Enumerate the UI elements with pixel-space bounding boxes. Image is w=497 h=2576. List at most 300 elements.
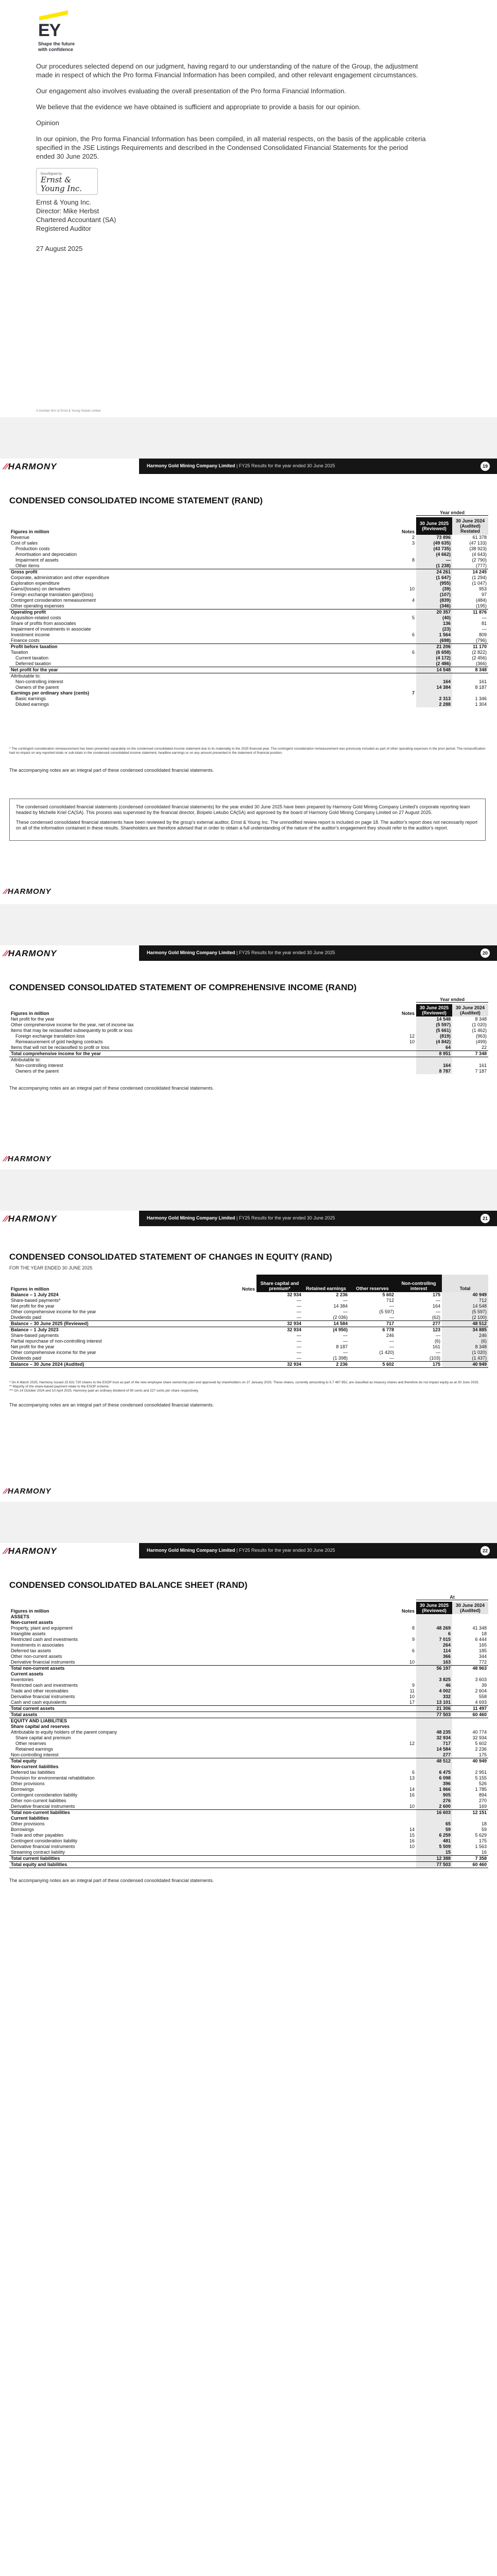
cell-prev: 59 bbox=[481, 1827, 487, 1832]
cell-cur: 6 bbox=[416, 1631, 452, 1637]
cell-label: Attributable to: bbox=[11, 1057, 41, 1062]
table-row bbox=[9, 679, 488, 685]
cell-value: 277 bbox=[396, 1321, 442, 1327]
cell-note bbox=[396, 1057, 416, 1063]
cell-label: Total current liabilities bbox=[9, 1856, 396, 1862]
cell-note bbox=[396, 644, 416, 650]
cell-prev: 18 bbox=[481, 1631, 487, 1636]
cell-cur: 20 357 bbox=[416, 609, 452, 616]
cell-value: 32 934 bbox=[256, 1362, 303, 1368]
cell-prev: 1 785 bbox=[475, 1787, 487, 1792]
cell-label: Total equity and liabilities bbox=[9, 1862, 396, 1868]
cell-cur: 366 bbox=[416, 1654, 452, 1659]
cell-note: 8 bbox=[412, 1625, 415, 1631]
cell-value: — bbox=[343, 1350, 348, 1355]
table-row bbox=[9, 685, 488, 690]
cell-label: Other non-current assets bbox=[11, 1654, 62, 1659]
table-row bbox=[9, 1051, 488, 1057]
table-row bbox=[9, 1362, 488, 1368]
header-text: Harmony Gold Mining Company Limited | FY25 Results for the year ended 30 June 2025 bbox=[147, 1548, 335, 1553]
cell-note bbox=[396, 1821, 416, 1827]
table-row bbox=[9, 1333, 488, 1338]
cell-label: Dividends paid bbox=[11, 1315, 42, 1320]
cell-note: 7 bbox=[412, 690, 415, 696]
cell-cur: (107) bbox=[416, 592, 452, 598]
cell-value: — bbox=[436, 1309, 440, 1314]
cell-cur: 114 bbox=[416, 1648, 452, 1654]
cell-prev: 11 170 bbox=[452, 644, 488, 650]
cell-prev: 558 bbox=[478, 1694, 487, 1699]
cell-prev: 894 bbox=[478, 1792, 487, 1798]
header-text: Harmony Gold Mining Company Limited | FY25 Results for the year ended 30 June 2025 bbox=[147, 463, 335, 468]
cell-prev: 175 bbox=[478, 1752, 487, 1757]
cell-note bbox=[396, 1862, 416, 1868]
cell-value: — bbox=[389, 1338, 394, 1344]
cell-label: Owners of the parent bbox=[15, 1069, 59, 1074]
table-row bbox=[9, 1804, 488, 1810]
cell-prev bbox=[452, 1671, 488, 1677]
cell-cur: 59 bbox=[416, 1827, 452, 1833]
cell-value: 123 bbox=[432, 1327, 440, 1332]
cell-label: Non-controlling interest bbox=[15, 679, 63, 684]
table-row bbox=[9, 1770, 488, 1775]
cell-note bbox=[396, 575, 416, 581]
cell-value: — bbox=[436, 1333, 440, 1338]
table-row bbox=[9, 1022, 488, 1028]
cell-prev: 7 358 bbox=[452, 1856, 488, 1862]
cell-cur: (955) bbox=[416, 581, 452, 586]
cell-cur bbox=[416, 1724, 452, 1730]
cell-note bbox=[236, 1355, 256, 1362]
table-row bbox=[9, 1666, 488, 1672]
cell-value: 14 584 bbox=[303, 1321, 349, 1327]
table-row bbox=[9, 552, 488, 557]
signatory-role: Registered Auditor bbox=[36, 225, 91, 232]
cell-note bbox=[396, 1028, 416, 1033]
cell-value: 2 236 bbox=[336, 1292, 348, 1297]
cell-note bbox=[396, 1758, 416, 1765]
page-separator bbox=[0, 1502, 497, 1543]
cell-prev: 1 304 bbox=[475, 702, 487, 707]
statement-title: CONDENSED CONSOLIDATED BALANCE SHEET (RAND) bbox=[9, 1580, 248, 1590]
col-share-capital: Share capital and premium* bbox=[256, 1275, 303, 1292]
cell-cur: 8 787 bbox=[416, 1069, 452, 1074]
cell-cur: 13 101 bbox=[416, 1700, 452, 1706]
col-notes: Notes bbox=[401, 1608, 415, 1614]
cell-note: 14 bbox=[409, 1787, 415, 1792]
cell-label: Operating profit bbox=[9, 609, 396, 616]
cell-note bbox=[396, 581, 416, 586]
table-row bbox=[9, 1758, 488, 1765]
cell-cur: (346) bbox=[416, 603, 452, 609]
equity-footnote: * On 6 March 2025, Harmony issued 15 631 720 shares to the ESOP trust as part of the new employee share ownership plan and approved by shareholders on 27 January 2025. These shares, currently amounting to 5.7 487 852, are classified as treasury shares and therefore do not impact equity as at 30 June 2025. bbox=[9, 1381, 479, 1384]
cell-note bbox=[396, 1631, 416, 1637]
table-row bbox=[9, 1724, 488, 1730]
cell-label: Restricted cash and investments bbox=[11, 1637, 78, 1642]
cell-label: Net profit for the year bbox=[11, 1303, 55, 1309]
cell-note bbox=[396, 1654, 416, 1659]
cell-cur: 6 259 bbox=[416, 1833, 452, 1838]
cell-prev bbox=[452, 690, 488, 696]
cell-note bbox=[396, 1718, 416, 1724]
table-row bbox=[9, 1344, 488, 1350]
table-row bbox=[9, 1659, 488, 1666]
cell-note bbox=[236, 1344, 256, 1350]
harmony-logo: ⁄⁄HARMONY bbox=[4, 1155, 52, 1163]
col-total: Total bbox=[442, 1275, 488, 1292]
cell-label: Net profit for the year bbox=[11, 1016, 55, 1022]
table-row bbox=[9, 1764, 488, 1770]
cell-label: Gross profit bbox=[9, 569, 396, 575]
cell-label: Other comprehensive income for the year, net of income tax bbox=[11, 1022, 134, 1027]
cell-note bbox=[396, 1620, 416, 1625]
cell-label: EQUITY AND LIABILITIES bbox=[11, 1718, 67, 1723]
cell-label: Finance costs bbox=[11, 638, 40, 643]
table-row bbox=[9, 1706, 488, 1712]
cell-note bbox=[396, 621, 416, 626]
signatory-director: Director: Mike Herbst bbox=[36, 207, 99, 215]
equity-footnote: ** Majority of the share-based payment relate to the ESOP scheme. bbox=[9, 1385, 110, 1388]
cell-note bbox=[236, 1362, 256, 1368]
cell-label: Non-current assets bbox=[11, 1620, 54, 1625]
preparation-statement-box bbox=[9, 799, 486, 841]
cell-note: 9 bbox=[412, 1683, 415, 1688]
cell-cur: 2 600 bbox=[416, 1804, 452, 1810]
comprehensive-income-table bbox=[9, 1004, 488, 1074]
cell-value: (5 597) bbox=[379, 1309, 394, 1314]
cell-label: Basic earnings bbox=[15, 696, 46, 701]
cell-note bbox=[236, 1303, 256, 1309]
ey-footer: A member firm of Ernst & Young Global Limited bbox=[36, 410, 101, 413]
cell-note bbox=[236, 1333, 256, 1338]
cell-note bbox=[396, 1747, 416, 1752]
cell-value: — bbox=[436, 1298, 440, 1303]
cell-prev: 1 346 bbox=[475, 696, 487, 701]
cell-note bbox=[396, 1712, 416, 1718]
table-row bbox=[9, 1315, 488, 1321]
table-row bbox=[9, 1850, 488, 1856]
cell-label: Diluted earnings bbox=[15, 702, 49, 707]
cell-cur: 14 548 bbox=[416, 667, 452, 673]
col-nci: Non-controlling interest bbox=[396, 1275, 442, 1292]
cell-prev: (1 047) bbox=[472, 581, 487, 586]
cell-cur: 48 512 bbox=[416, 1758, 452, 1765]
cell-note bbox=[396, 696, 416, 702]
cell-value: (1 020) bbox=[442, 1350, 488, 1355]
cell-note bbox=[396, 1798, 416, 1804]
table-row bbox=[9, 1821, 488, 1827]
cell-label: Foreign exchange translation loss bbox=[15, 1033, 85, 1039]
cell-prev: — bbox=[482, 626, 487, 632]
integral-note: The accompanying notes are an integral part of these condensed consolidated financial statements. bbox=[9, 1878, 214, 1883]
col-label: Figures in million bbox=[11, 1286, 49, 1292]
cell-label: Net profit for the year bbox=[11, 1344, 55, 1349]
table-row bbox=[9, 696, 488, 702]
table-row bbox=[9, 1781, 488, 1787]
cell-label: Inventories bbox=[11, 1677, 34, 1682]
cell-note bbox=[236, 1315, 256, 1321]
table-row bbox=[9, 1833, 488, 1838]
cell-prev: (2 822) bbox=[472, 650, 487, 655]
signatory-name: Ernst & Young Inc. bbox=[36, 198, 91, 206]
cell-prev: 40 949 bbox=[452, 1758, 488, 1765]
table-row bbox=[9, 1057, 488, 1063]
cell-prev: (38 923) bbox=[469, 546, 487, 551]
cell-prev: 526 bbox=[478, 1781, 487, 1786]
cell-label: Other provisions bbox=[11, 1821, 45, 1826]
table-row bbox=[9, 603, 488, 609]
cell-prev: 41 348 bbox=[472, 1625, 487, 1631]
cell-cur: 46 bbox=[416, 1683, 452, 1688]
table-row bbox=[9, 1039, 488, 1045]
cell-cur: 77 503 bbox=[416, 1862, 452, 1868]
table-row bbox=[9, 1844, 488, 1850]
cell-cur bbox=[416, 1764, 452, 1770]
cell-prev: 40 774 bbox=[472, 1730, 487, 1735]
table-row bbox=[9, 1671, 488, 1677]
cell-cur: (39) bbox=[416, 586, 452, 592]
table-row bbox=[9, 1792, 488, 1798]
cell-prev: 18 bbox=[481, 1821, 487, 1826]
cell-label: Other comprehensive income for the year bbox=[11, 1350, 96, 1355]
table-row bbox=[9, 1862, 488, 1868]
cell-note bbox=[396, 1614, 416, 1620]
cell-label: Investment income bbox=[11, 632, 50, 637]
cell-label: Attributable to: bbox=[11, 673, 41, 679]
table-row bbox=[9, 661, 488, 667]
cell-note bbox=[396, 1706, 416, 1712]
cell-value: — bbox=[297, 1333, 301, 1338]
cell-label: Non-controlling interest bbox=[11, 1752, 59, 1757]
cell-prev: 3 603 bbox=[475, 1677, 487, 1682]
cell-label: Other non-current liabilities bbox=[11, 1798, 66, 1803]
cell-cur: (1 238) bbox=[416, 563, 452, 569]
income-footnote: * The contingent consideration remeasurement has been presented separately on the condensed consolidated income statement due to its materiality in the 2025 financial year. The contingent consideration remeasurement was previously included as part of other operating expenses in the prior period. The reclassification had no impact on any reported totals or sub-totals in the condensed consolidated income statement, headline earnings or on any amount presented in the statement of financial position. bbox=[9, 747, 486, 755]
col-label: Figures in million bbox=[11, 1011, 49, 1016]
table-row bbox=[9, 1827, 488, 1833]
cell-cur: 12 388 bbox=[416, 1856, 452, 1862]
cell-prev: (1 462) bbox=[472, 1028, 487, 1033]
table-row bbox=[9, 1718, 488, 1724]
cell-note: 10 bbox=[409, 1844, 415, 1849]
cell-prev: 32 934 bbox=[472, 1735, 487, 1740]
cell-label: Total non-current assets bbox=[9, 1666, 396, 1672]
cell-cur bbox=[416, 673, 452, 680]
cell-prev: 161 bbox=[478, 679, 487, 684]
header-text: Harmony Gold Mining Company Limited | FY25 Results for the year ended 30 June 2025 bbox=[147, 1215, 335, 1221]
cell-prev: 11 497 bbox=[452, 1706, 488, 1712]
cell-value: — bbox=[297, 1344, 301, 1349]
cell-label: Exploration expenditure bbox=[11, 581, 60, 586]
cell-value: — bbox=[297, 1350, 301, 1355]
cell-label: Attributable to equity holders of the parent company bbox=[11, 1730, 117, 1735]
cell-label: Total comprehensive income for the year bbox=[9, 1051, 396, 1057]
cell-note bbox=[236, 1321, 256, 1327]
cell-cur bbox=[416, 1816, 452, 1821]
cell-label: Partial repurchase of non-controlling interest bbox=[11, 1338, 102, 1344]
harmony-footer bbox=[0, 884, 497, 900]
cell-note bbox=[396, 673, 416, 680]
cell-label: Streaming contract liability bbox=[11, 1850, 65, 1855]
harmony-header bbox=[0, 1211, 497, 1226]
table-row bbox=[9, 1730, 488, 1735]
cell-note bbox=[396, 546, 416, 552]
cell-label: Other items bbox=[15, 563, 40, 568]
page-number: 19 bbox=[481, 462, 490, 471]
cell-note bbox=[396, 1677, 416, 1683]
cell-label: Contingent consideration liability bbox=[11, 1792, 78, 1798]
table-row bbox=[9, 1625, 488, 1631]
cell-value: — bbox=[389, 1344, 394, 1349]
cell-note: 6 bbox=[412, 1770, 415, 1775]
harmony-header bbox=[0, 459, 497, 474]
cell-prev: 809 bbox=[478, 632, 487, 637]
cell-prev: 185 bbox=[478, 1648, 487, 1653]
table-row bbox=[9, 1694, 488, 1700]
cell-cur: 16 603 bbox=[416, 1810, 452, 1816]
table-row bbox=[9, 1712, 488, 1718]
cell-prev bbox=[452, 1718, 488, 1724]
page-number: 21 bbox=[481, 1214, 490, 1223]
cell-cur: (5 597) bbox=[416, 1022, 452, 1028]
cell-label: Items that will not be reclassified to profit or loss bbox=[11, 1045, 110, 1050]
cell-note: 16 bbox=[409, 1838, 415, 1843]
cell-prev bbox=[452, 1614, 488, 1620]
cell-note: 6 bbox=[412, 632, 415, 637]
cell-label: Contingent consideration liability bbox=[11, 1838, 78, 1843]
table-row bbox=[9, 1028, 488, 1033]
integral-note: The accompanying notes are an integral part of these condensed consolidated financial statements. bbox=[9, 768, 214, 773]
cell-cur: 396 bbox=[416, 1781, 452, 1787]
cell-label: Share of profits from associates bbox=[11, 621, 76, 626]
table-row bbox=[9, 673, 488, 680]
cell-cur: (839) bbox=[416, 598, 452, 603]
table-row bbox=[9, 1338, 488, 1344]
table-row bbox=[9, 1355, 488, 1362]
harmony-logo: ⁄⁄HARMONY bbox=[4, 462, 57, 471]
table-row bbox=[9, 621, 488, 626]
table-row bbox=[9, 609, 488, 616]
table-row bbox=[9, 1688, 488, 1694]
cell-prev: 8 187 bbox=[475, 685, 487, 690]
cell-cur: 164 bbox=[416, 1063, 452, 1069]
cell-note bbox=[396, 1642, 416, 1648]
year-ended-label: Year ended bbox=[416, 997, 488, 1003]
cell-note bbox=[396, 1016, 416, 1022]
cell-note bbox=[396, 679, 416, 685]
page-number: 20 bbox=[481, 948, 490, 958]
cell-label: Non-current liabilities bbox=[11, 1764, 59, 1769]
report-date: 27 August 2025 bbox=[36, 245, 83, 252]
cell-cur: 21 306 bbox=[416, 1706, 452, 1712]
cell-note bbox=[396, 1022, 416, 1028]
cell-prev: 2 604 bbox=[475, 1688, 487, 1693]
cell-label: Derivative financial instruments bbox=[11, 1659, 75, 1665]
table-row bbox=[9, 563, 488, 569]
table-row bbox=[9, 1327, 488, 1333]
table-row bbox=[9, 592, 488, 598]
table-row bbox=[9, 638, 488, 644]
cell-note: 5 bbox=[412, 615, 415, 620]
harmony-logo: ⁄⁄HARMONY bbox=[4, 887, 52, 896]
cell-cur bbox=[416, 1718, 452, 1724]
cell-cur: (43 735) bbox=[416, 546, 452, 552]
cell-value: (1 420) bbox=[379, 1350, 394, 1355]
table-row bbox=[9, 1063, 488, 1069]
cell-note: 13 bbox=[409, 1775, 415, 1781]
col-current-year: 30 June 2025 (Reviewed) bbox=[416, 1004, 452, 1016]
cell-cur bbox=[416, 690, 452, 696]
cell-note bbox=[396, 702, 416, 707]
statement-subtitle: FOR THE YEAR ENDED 30 JUNE 2025 bbox=[9, 1265, 93, 1270]
cell-label: Remeasurement of gold hedging contracts bbox=[15, 1039, 103, 1044]
cell-value: 246 bbox=[386, 1333, 394, 1338]
harmony-footer bbox=[0, 1151, 497, 1167]
table-row bbox=[9, 1741, 488, 1747]
cell-cur: 905 bbox=[416, 1792, 452, 1798]
cell-value: 712 bbox=[442, 1298, 488, 1303]
table-row bbox=[9, 1700, 488, 1706]
cell-value: 175 bbox=[432, 1292, 440, 1297]
cell-note bbox=[396, 1063, 416, 1069]
cell-value: — bbox=[343, 1298, 348, 1303]
header-text: Harmony Gold Mining Company Limited | FY25 Results for the year ended 30 June 2025 bbox=[147, 950, 335, 955]
cell-value: 40 949 bbox=[442, 1292, 488, 1298]
cell-prev: 8 348 bbox=[475, 1016, 487, 1022]
table-row bbox=[9, 667, 488, 673]
cell-label: Balance – 1 July 2023 bbox=[11, 1327, 59, 1332]
signature-script: Ernst & Young Inc. bbox=[41, 175, 82, 193]
harmony-logo: ⁄⁄HARMONY bbox=[4, 1546, 57, 1556]
cell-cur: 3 825 bbox=[416, 1677, 452, 1683]
cell-note: 14 bbox=[409, 1827, 415, 1832]
table-row bbox=[9, 1016, 488, 1022]
cell-label: Balance – 1 July 2024 bbox=[11, 1292, 59, 1297]
cell-value: 32 934 bbox=[287, 1292, 301, 1297]
cell-label: Earnings per ordinary share (cents) bbox=[11, 690, 90, 696]
cell-prev: (499) bbox=[475, 1039, 487, 1044]
cell-note: 9 bbox=[412, 1637, 415, 1642]
report-paragraph: Our engagement also involves evaluating the overall presentation of the Pro forma Financial Information. bbox=[36, 87, 346, 95]
cell-note: 11 bbox=[409, 1688, 415, 1693]
cell-note bbox=[396, 563, 416, 569]
docusign-signature bbox=[36, 168, 98, 195]
cell-value: (2 036) bbox=[333, 1315, 348, 1320]
cell-prev bbox=[452, 1057, 488, 1063]
cell-note bbox=[396, 552, 416, 557]
cell-cur: 73 896 bbox=[416, 535, 452, 540]
cell-note: 10 bbox=[409, 1659, 415, 1665]
cell-prev: 14 245 bbox=[452, 569, 488, 575]
cell-cur: 164 bbox=[416, 679, 452, 685]
cell-cur: 32 934 bbox=[416, 1735, 452, 1741]
cell-cur: 2 313 bbox=[416, 696, 452, 702]
equity-footnotes bbox=[9, 1381, 486, 1393]
cell-value: 161 bbox=[432, 1344, 440, 1349]
cell-note bbox=[396, 1730, 416, 1735]
cell-cur bbox=[416, 1671, 452, 1677]
cell-value: — bbox=[436, 1350, 440, 1355]
cell-prev: 60 460 bbox=[452, 1862, 488, 1868]
cell-label: Foreign exchange translation gain/(loss) bbox=[11, 592, 94, 597]
cell-note bbox=[396, 1045, 416, 1051]
cell-cur: 14 384 bbox=[416, 685, 452, 690]
cell-label: Other reserves bbox=[15, 1741, 46, 1746]
cell-value: — bbox=[297, 1338, 301, 1344]
cell-label: Deferred tax liabilities bbox=[11, 1770, 56, 1775]
cell-cur: (6 658) bbox=[416, 650, 452, 655]
cell-cur: (4 842) bbox=[416, 1039, 452, 1045]
